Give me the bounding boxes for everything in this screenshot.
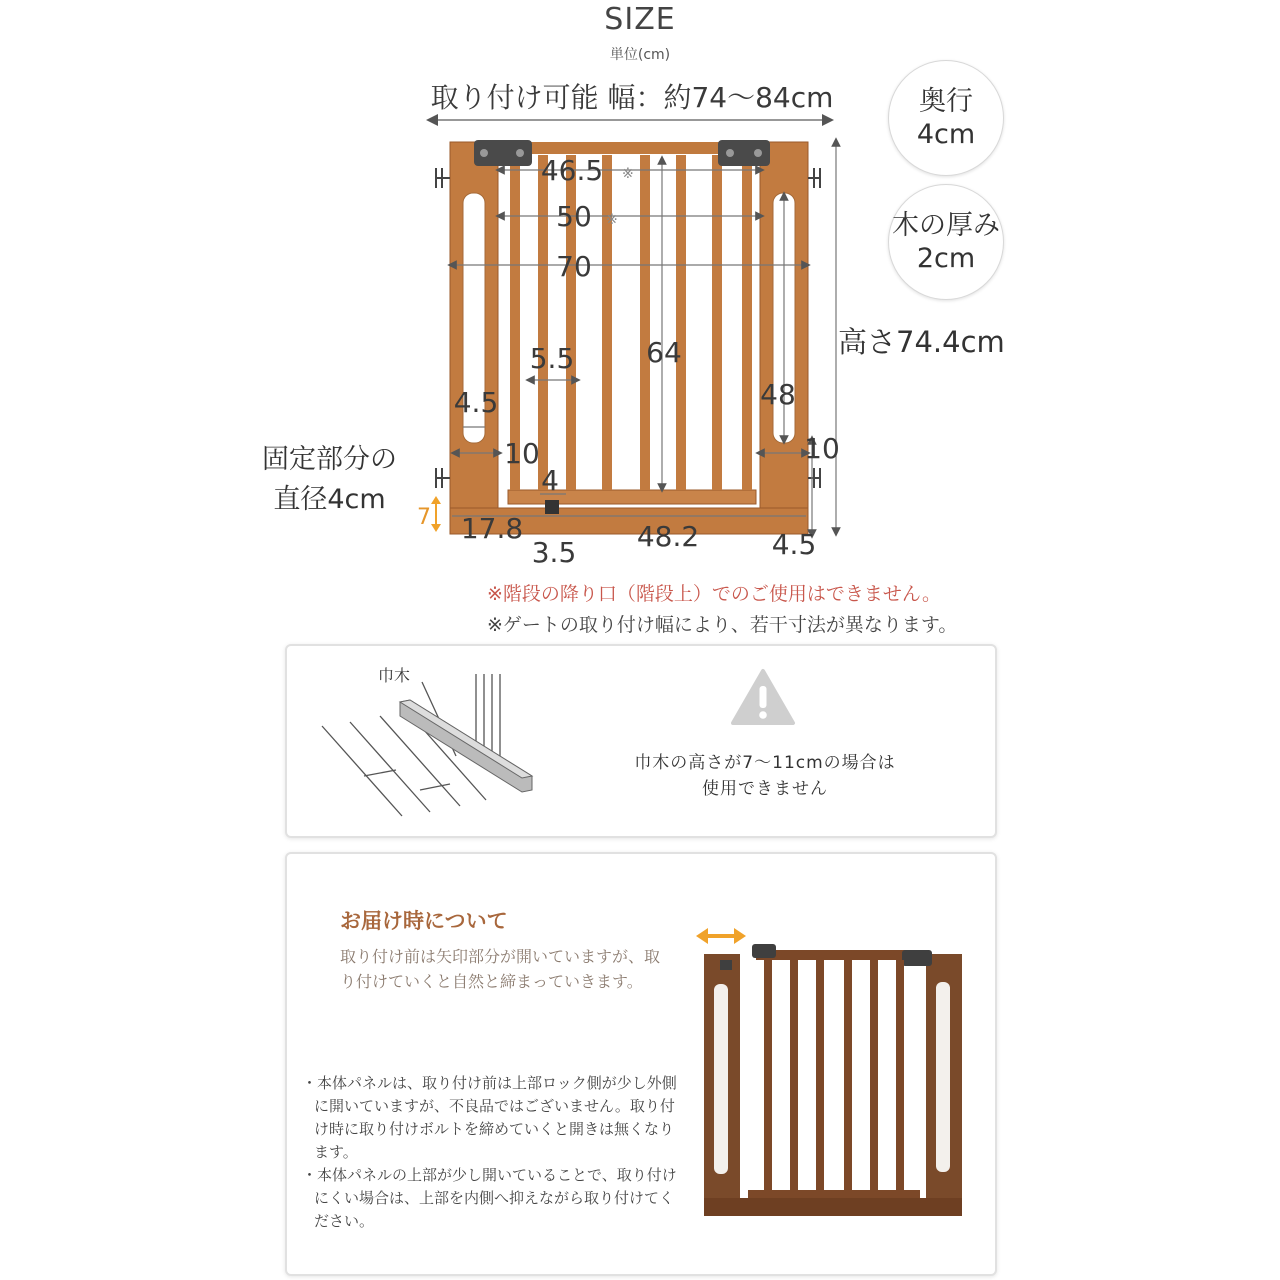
dim-17-8: 17.8 (460, 512, 524, 545)
delivery-note-2: ・本体パネルの上部が少し開いていることで、取り付けにくい場合は、上部を内側へ抑えながら取り付けてください。 (302, 1166, 677, 1230)
dim-46-5: 46.5 (540, 154, 604, 187)
dim-10-left: 10 (504, 437, 540, 470)
depth-badge (888, 60, 1004, 176)
dim-4: 4 (541, 464, 559, 497)
install-width-label: 取り付け可能 幅：約74～84cm (430, 81, 834, 114)
depth-badge-value: 4cm (916, 119, 976, 150)
asterisk-1: ※ (622, 166, 634, 182)
dim-10-right: 10 (804, 432, 840, 465)
fix-part-line1: 固定部分の (262, 444, 397, 475)
dim-64: 64 (646, 336, 682, 369)
dim-3-5: 3.5 (531, 536, 577, 569)
skirting-warning-text (580, 750, 950, 802)
thickness-badge-value: 2cm (916, 243, 976, 274)
dim-5-5: 5.5 (529, 342, 575, 375)
depth-badge-label: 奥行 (919, 86, 973, 117)
skirting-warning-line1: 巾木の高さが7～11cmの場合は (634, 753, 896, 773)
fix-part-line2: 直径4cm (273, 484, 386, 515)
dim-48: 48 (760, 378, 796, 411)
gate-bars (510, 148, 752, 490)
dim-4-5-left: 4.5 (453, 386, 499, 419)
dim-48-2: 48.2 (636, 520, 700, 553)
delivery-note-list (300, 1072, 680, 1233)
page-title: SIZE (604, 2, 676, 37)
dim-4-5-right: 4.5 (771, 528, 817, 561)
delivery-body: 取り付け前は矢印部分が開いていますが、取り付けていくと自然と締まっていきます。 (340, 947, 661, 991)
width-variance-note: ※ゲートの取り付け幅により、若干寸法が異なります。 (487, 614, 958, 636)
dim-7: 7 (417, 505, 431, 530)
asterisk-2: ※ (606, 212, 618, 228)
delivery-title: お届け時について (340, 909, 508, 933)
warning-triangle-icon (730, 668, 796, 726)
stair-warning-note: ※階段の降り口（階段上）でのご使用はできません。 (487, 583, 942, 605)
fix-part-label (262, 440, 397, 520)
skirting-warning-line2: 使用できません (702, 779, 828, 799)
double-arrow-icon (696, 928, 746, 944)
thickness-badge-label: 木の厚み (892, 210, 1000, 241)
unit-label: 単位(cm) (609, 47, 671, 63)
thickness-badge (888, 184, 1004, 300)
dim-70: 70 (556, 250, 592, 283)
skirting-illustration (300, 660, 560, 830)
delivery-gate-illustration (690, 920, 980, 1220)
gate-frame (450, 142, 808, 534)
height-label: 高さ74.4cm (838, 325, 1005, 359)
dim-50: 50 (556, 200, 592, 233)
skirting-label: 巾木 (378, 666, 411, 685)
delivery-note-1: ・本体パネルは、取り付け前は上部ロック側が少し外側に開いていますが、不良品ではございません。取り付け時に取り付けボルトを締めていくと開きは無くなります。 (302, 1074, 677, 1161)
